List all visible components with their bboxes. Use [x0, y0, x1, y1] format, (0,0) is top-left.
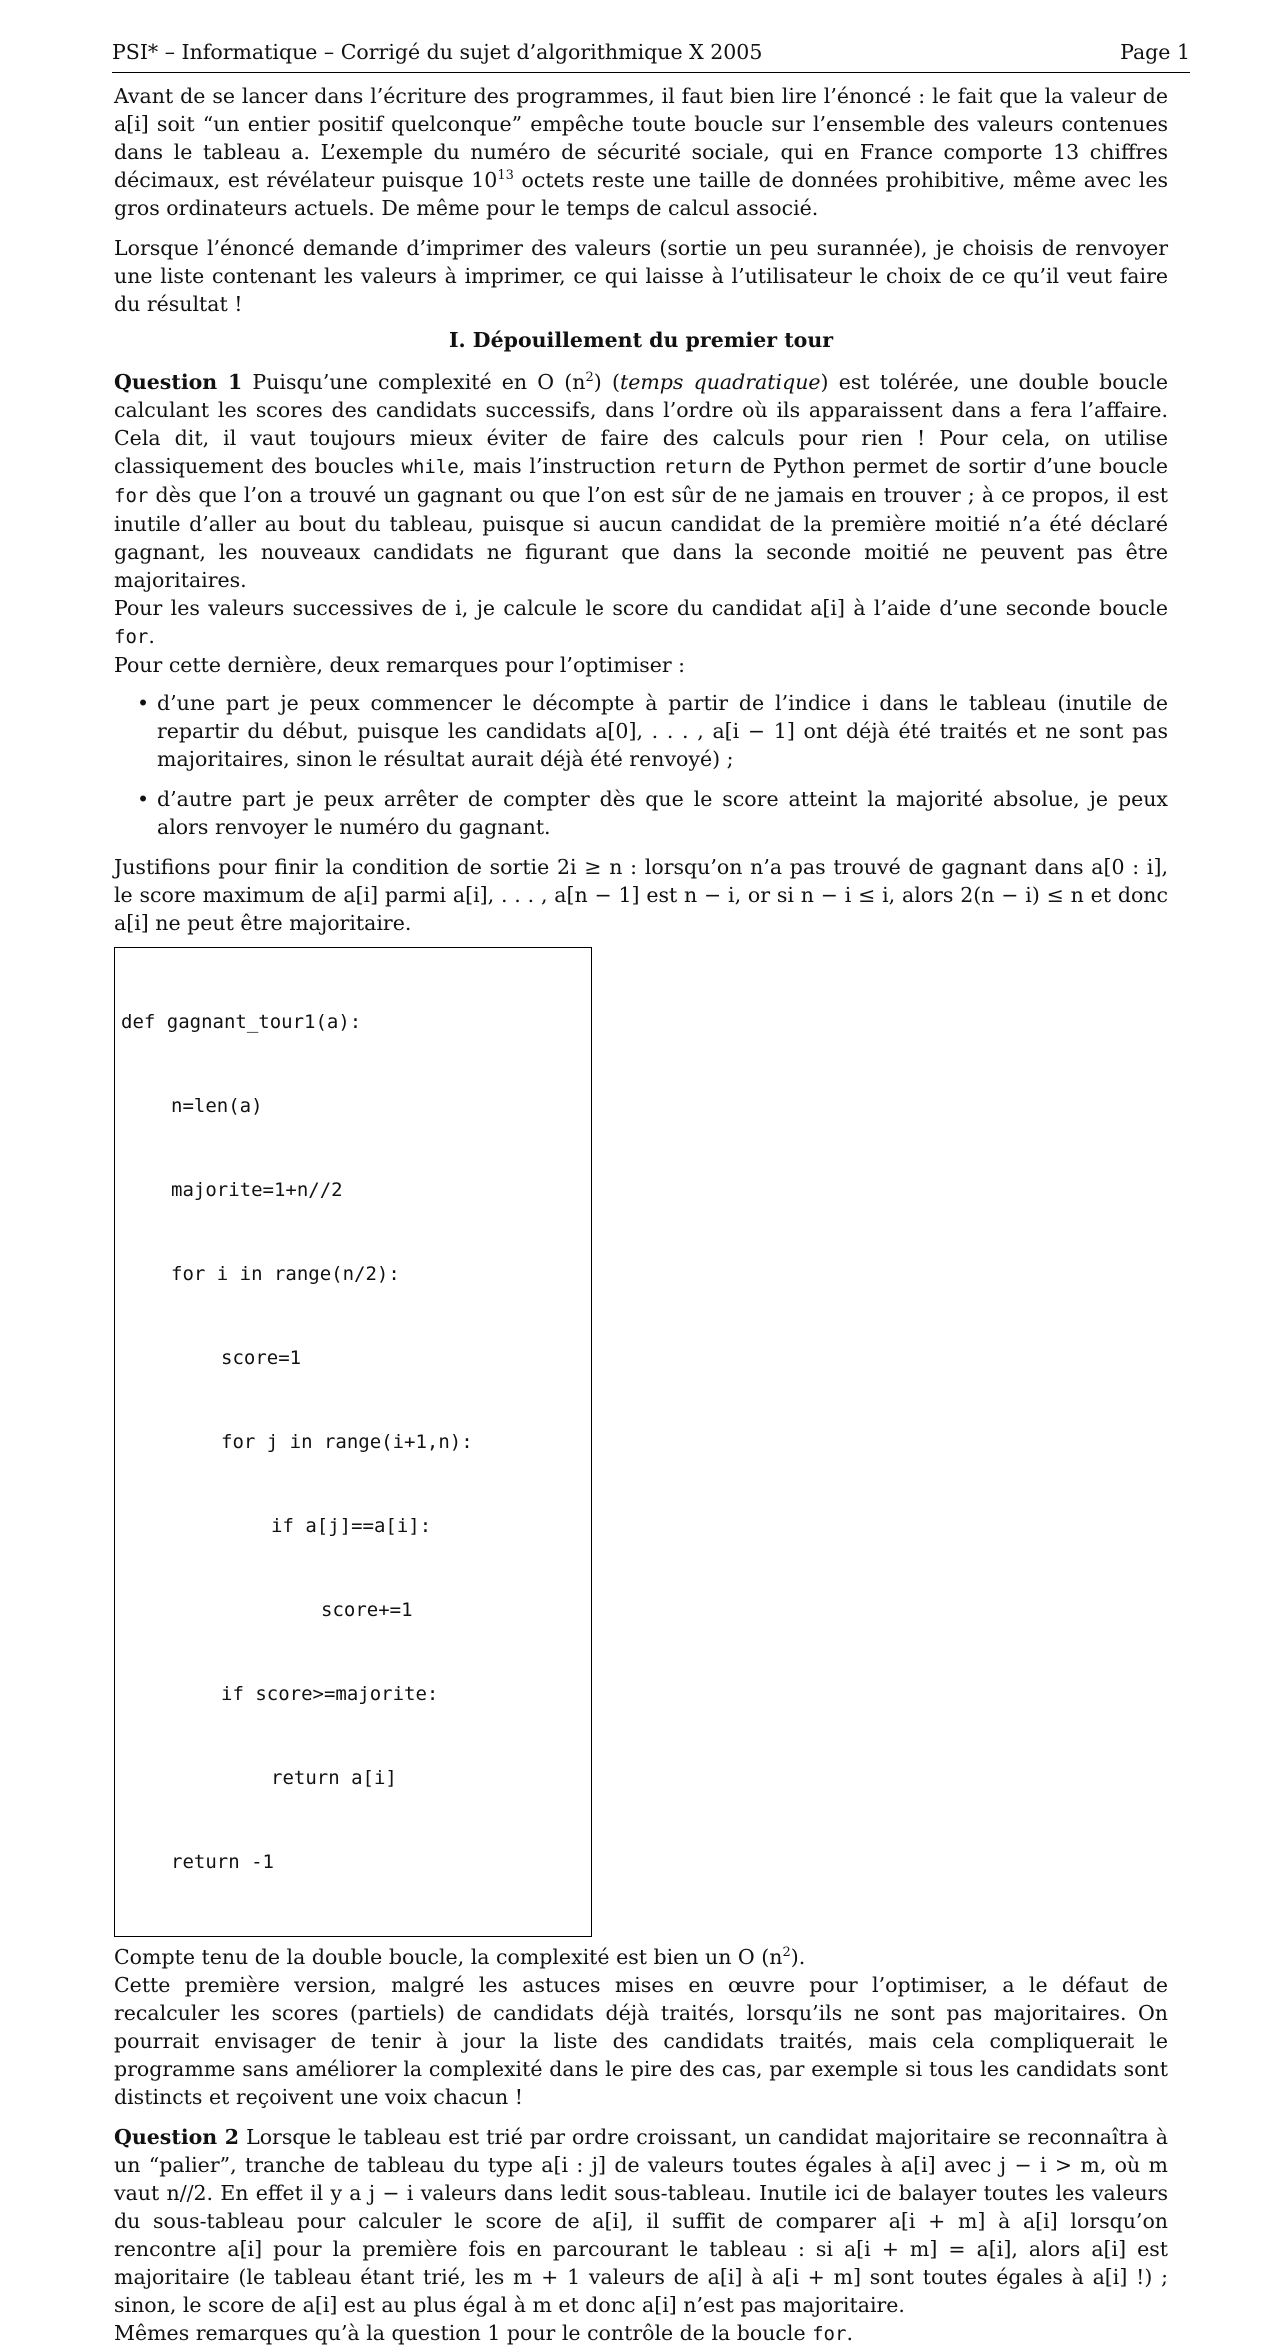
- q1-p1-text-d: , mais l’instruction: [458, 454, 664, 478]
- code-line: score=1: [221, 1347, 302, 1369]
- code-line: def gagnant_tour1(a):: [121, 1011, 362, 1033]
- keyword-for: for: [114, 626, 149, 648]
- code-line: score+=1: [321, 1599, 413, 1621]
- intro-paragraph-1: [114, 82, 1168, 222]
- code-line: if a[j]==a[i]:: [271, 1515, 432, 1537]
- header-page-number: Page 1: [1120, 40, 1190, 64]
- q1-p1-text-f: dès que l’on a trouvé un gagnant ou que l’on est sûr de ne jamais en trouver ; à ce propos, il est inutile d’aller au bout du tableau, puisque si aucun candidat de la première moitié n’a été déclaré gagnant, les nouveaux candidats ne figurant que dans la seconde moitié ne peuvent pas être majoritaires.: [114, 483, 1168, 592]
- code-line: return -1: [171, 1851, 274, 1873]
- list-item: [137, 785, 1168, 841]
- page-content: [114, 82, 1168, 2348]
- q1-p1-emphasis: temps quadratique: [619, 370, 821, 394]
- q2-paragraph-2: [114, 2319, 1168, 2348]
- code-line: if score>=majorite:: [221, 1683, 439, 1705]
- q1-p1-text-b: ) (: [593, 370, 620, 394]
- q1-paragraph-5: [114, 1943, 1168, 1971]
- q1-p5-text-a: Compte tenu de la double boucle, la complexité est bien un O (n: [114, 1945, 783, 1969]
- q1-paragraph-1: [114, 368, 1168, 594]
- q2-p2-text-b: .: [846, 2321, 853, 2345]
- q1-p5-exponent: 2: [782, 1945, 791, 1961]
- intro-p1-text-a: Avant de se lancer dans l’écriture des programmes, il faut bien lire l’énoncé : le fait que la valeur de a[i] soit “un entier positif quelconque” empêche toute boucle sur l’ensemble des valeurs contenues dans le tableau a. L’exemple du numéro de sécurité sociale, qui en France comporte 13 chiffres décimaux, est révélateur puisque 10: [114, 84, 1168, 192]
- code-line: for j in range(i+1,n):: [221, 1431, 473, 1453]
- code-block: [114, 947, 592, 1937]
- q1-label: Question 1: [114, 370, 243, 394]
- keyword-for: for: [812, 2323, 847, 2345]
- q2-p1-text: Lorsque le tableau est trié par ordre croissant, un candidat majoritaire se reconnaîtra à un “palier”, tranche de tableau du type a[i : j] de valeurs toutes égales à a[i] avec j − i > m, où m vaut n//2. En effet il y a j − i valeurs dans ledit sous-tableau. Inutile ici de balayer toutes les valeurs du sous-tableau pour calculer le score de a[i], il suffit de comparer a[i + m] à a[i] lorsqu’on rencontre a[i] pour la première fois en parcourant le tableau : si a[i + m] = a[i], alors a[i] est majoritaire (le tableau étant trié, les m + 1 valeurs de a[i] à a[i + m] sont toutes égales à a[i] !) ; sinon, le score de a[i] est au plus égal à m et donc a[i] n’est pas majoritaire.: [114, 2125, 1168, 2317]
- code-line: return a[i]: [271, 1767, 397, 1789]
- bullet-icon: •: [137, 787, 150, 811]
- q2-label: Question 2: [114, 2125, 240, 2149]
- q1-paragraph-4: Justifions pour finir la condition de sortie 2i ≥ n : lorsqu’on n’a pas trouvé de gagnant dans a[0 : i], le score maximum de a[i] parmi a[i], . . . , a[n − 1] est n − i, or si n − i ≤ i, alors 2(n − i) ≤ n et donc a[i] ne peut être majoritaire.: [114, 855, 1168, 935]
- q1-p1-text-a: Puisqu’une complexité en O (n: [242, 370, 586, 394]
- header-title: PSI* – Informatique – Corrigé du sujet d’algorithmique X 2005: [112, 40, 763, 64]
- q1-p2-text-a: Pour les valeurs successives de i, je calcule le score du candidat a[i] à l’aide d’une seconde boucle: [114, 596, 1168, 620]
- q1-p2-text-b: .: [148, 624, 155, 648]
- q1-p5-text-b: ).: [790, 1945, 806, 1969]
- q2-paragraph-1: [114, 2123, 1168, 2319]
- section-title: I. Dépouillement du premier tour: [448, 328, 834, 352]
- q1-paragraph-3: Pour cette dernière, deux remarques pour l’optimiser :: [114, 653, 686, 677]
- keyword-while: while: [401, 456, 459, 478]
- q1-paragraph-2: [114, 594, 1168, 651]
- intro-paragraph-2: Lorsque l’énoncé demande d’imprimer des valeurs (sortie un peu surannée), je choisis de renvoyer une liste contenant les valeurs à imprimer, ce qui laisse à l’utilisateur le choix de ce qu’il veut faire du résultat !: [114, 236, 1168, 316]
- page-header: [112, 38, 1190, 66]
- code-line: n=len(a): [171, 1095, 263, 1117]
- q2-p2-text-a: Mêmes remarques qu’à la question 1 pour le contrôle de la boucle: [114, 2321, 813, 2345]
- bullet-icon: •: [137, 691, 150, 715]
- code-line: majorite=1+n//2: [171, 1179, 343, 1201]
- list-item: [137, 689, 1168, 773]
- list-item-text: d’autre part je peux arrêter de compter dès que le score atteint la majorité absolue, je peux alors renvoyer le numéro du gagnant.: [157, 787, 1168, 839]
- keyword-return: return: [663, 456, 733, 478]
- q1-p1-text-e: de Python permet de sortir d’une boucle: [732, 454, 1168, 478]
- header-rule: [112, 72, 1190, 73]
- code-line: for i in range(n/2):: [171, 1263, 400, 1285]
- intro-p1-text-b: octets reste une taille de données prohibitive, même avec les gros ordinateurs actuels. De même pour le temps de calcul associé.: [114, 168, 1168, 220]
- q1-p1-exponent: 2: [585, 370, 594, 386]
- keyword-for: for: [114, 485, 149, 507]
- intro-p1-exponent: 13: [497, 168, 514, 184]
- q1-p1-text-c: ) est tolérée, une double boucle calculant les scores des candidats successifs, dans l’ordre où ils apparaissent dans a fera l’affaire. Cela dit, il vaut toujours mieux éviter de faire des calculs pour rien ! Pour cela, on utilise classiquement des boucles: [114, 370, 1169, 478]
- list-item-text: d’une part je peux commencer le décompte à partir de l’indice i dans le tableau (inutile de repartir du début, puisque les candidats a[0], . . . , a[i − 1] ont déjà été traités et ne sont pas majoritaires, sinon le résultat aurait déjà été renvoyé) ;: [157, 691, 1168, 771]
- q1-paragraph-6: Cette première version, malgré les astuces mises en œuvre pour l’optimiser, a le défaut de recalculer les scores (partiels) de candidats déjà traités, lorsqu’ils ne sont pas majoritaires. On pourrait envisager de tenir à jour la liste des candidats traités, mais cela compliquerait le programme sans améliorer la complexité dans le pire des cas, par exemple si tous les candidats sont distincts et reçoivent une voix chacun !: [114, 1973, 1168, 2109]
- remarks-list: [114, 689, 1168, 841]
